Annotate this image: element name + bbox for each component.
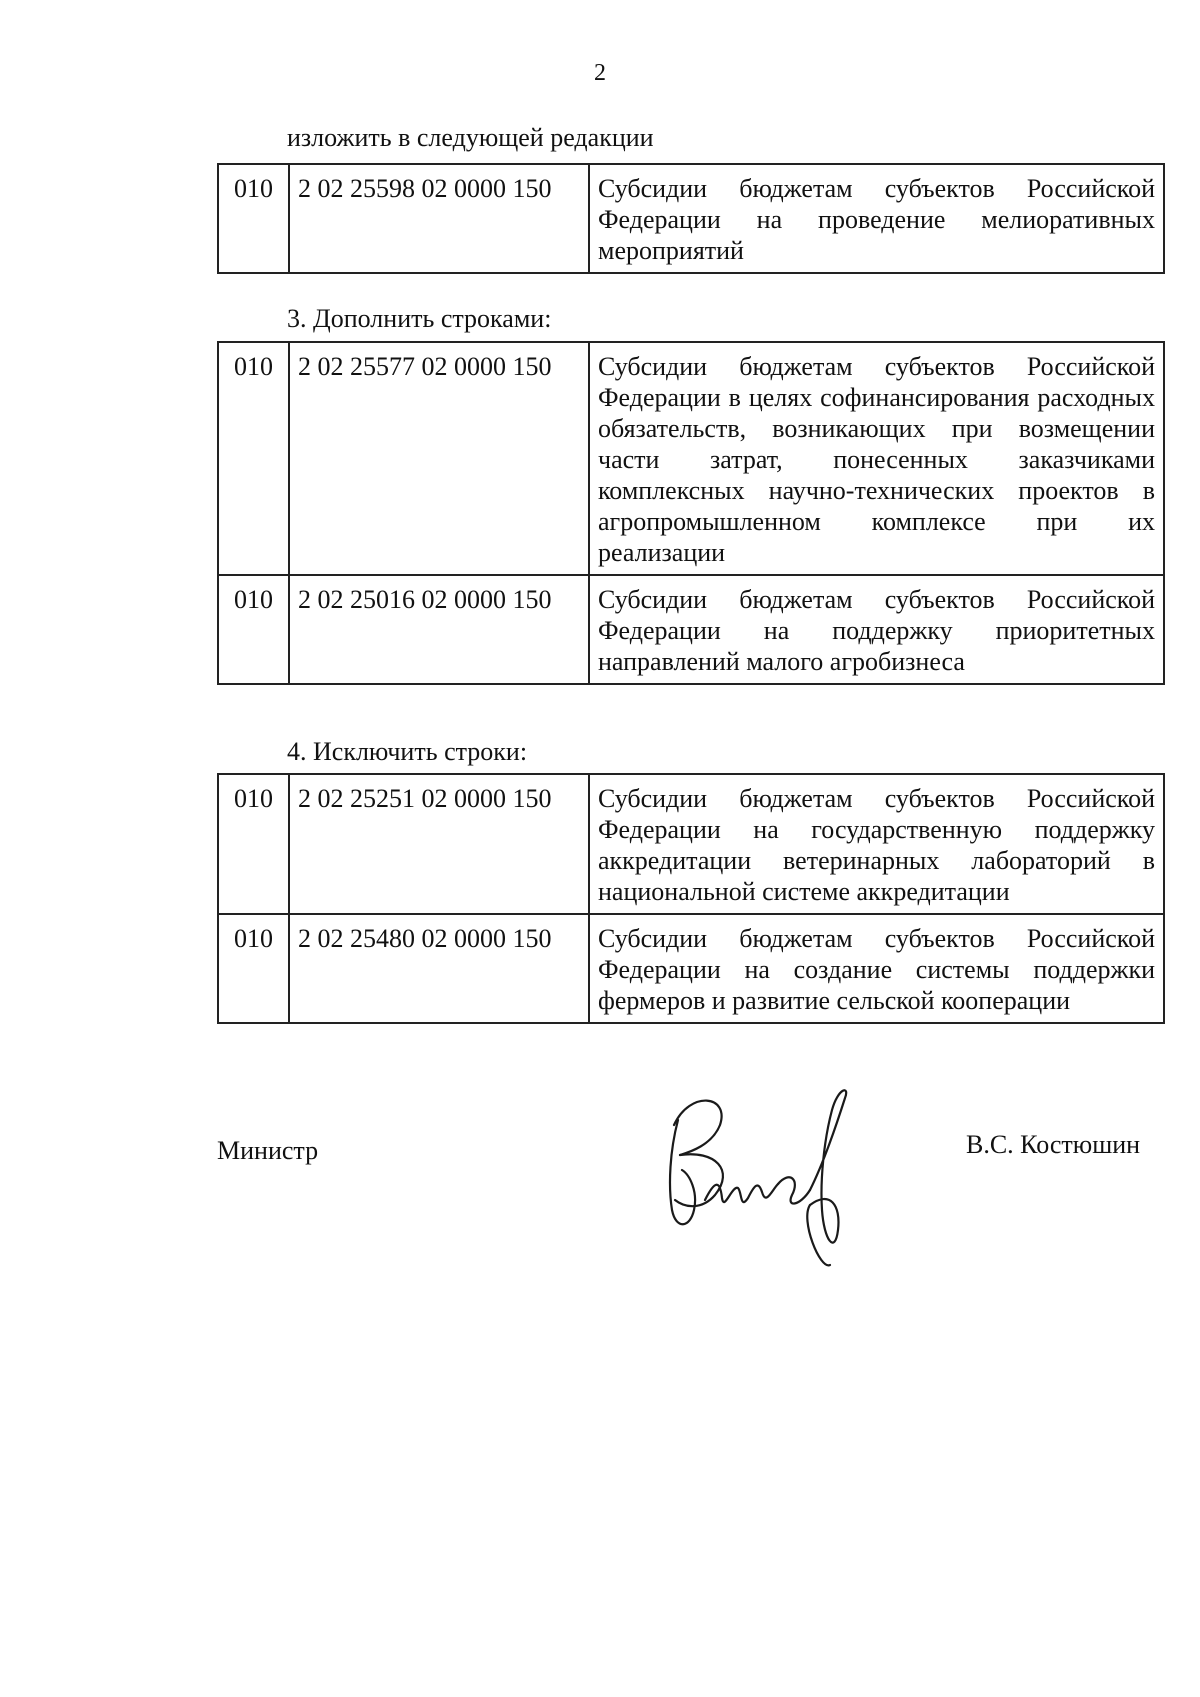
signatory-title: Министр [217,1136,319,1165]
row-kbk: 2 02 25016 02 0000 150 [289,575,589,684]
handwritten-signature [660,1080,890,1280]
signatory-name: В.С. Костюшин [966,1130,1141,1159]
row-description: Субсидии бюджетам субъектов Российской Федерации в целях софинансирования расходных обязательств, возникающих при возмещении части затрат, понесенных заказчиками комплексных научно-технических проектов в агропромышленном комплексе при их реализации [589,342,1164,575]
section-add-heading: 3. Дополнить строками: [287,304,552,333]
table-row [218,342,1164,575]
row-code: 010 [218,914,289,1023]
row-kbk: 2 02 25577 02 0000 150 [289,342,589,575]
row-description: Субсидии бюджетам субъектов Российской Федерации на проведение мелиоративных мероприятий [589,164,1164,273]
row-kbk: 2 02 25480 02 0000 150 [289,914,589,1023]
row-code: 010 [218,774,289,914]
row-code: 010 [218,164,289,273]
row-description: Субсидии бюджетам субъектов Российской Федерации на создание системы поддержки фермеров и развитие сельской кооперации [589,914,1164,1023]
row-code: 010 [218,342,289,575]
row-code: 010 [218,575,289,684]
table-row [218,575,1164,684]
page-number: 2 [594,60,606,86]
row-kbk: 2 02 25251 02 0000 150 [289,774,589,914]
section-remove-heading: 4. Исключить строки: [287,737,528,766]
table-row [218,914,1164,1023]
table-row [218,774,1164,914]
row-description: Субсидии бюджетам субъектов Российской Федерации на государственную поддержку аккредитации ветеринарных лабораторий в национальной системе аккредитации [589,774,1164,914]
table-add [217,341,1165,685]
table-remove [217,773,1165,1024]
intro-text: изложить в следующей редакции [287,123,654,152]
table-replace [217,163,1165,274]
table-row [218,164,1164,273]
row-description: Субсидии бюджетам субъектов Российской Федерации на поддержку приоритетных направлений малого агробизнеса [589,575,1164,684]
row-kbk: 2 02 25598 02 0000 150 [289,164,589,273]
